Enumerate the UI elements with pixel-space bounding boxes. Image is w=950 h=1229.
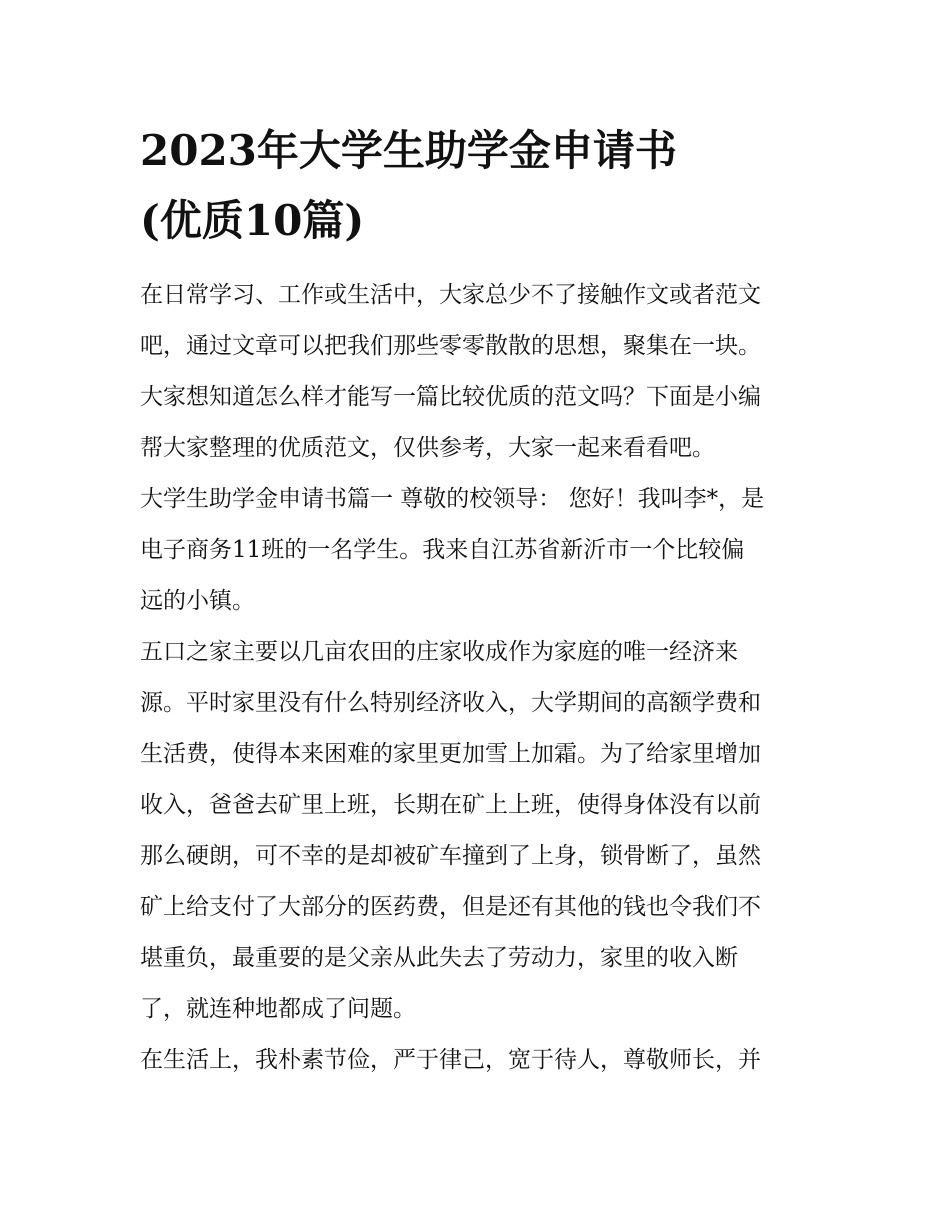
paragraph-line: 生活费，使得本来困难的家里更加雪上加霜。为了给家里增加 bbox=[140, 741, 761, 767]
document-body bbox=[140, 116, 820, 1086]
document-title bbox=[140, 116, 820, 256]
paragraph-line: 在生活上，我朴素节俭，严于律己，宽于待人，尊敬师长，并 bbox=[140, 1047, 761, 1073]
paragraph-line: 帮大家整理的优质范文，仅供参考，大家一起来看看吧。 bbox=[140, 435, 715, 461]
paragraph-line: 矿上给支付了大部分的医药费，但是还有其他的钱也令我们不 bbox=[140, 894, 761, 920]
paragraph-line: 远的小镇。 bbox=[140, 588, 255, 614]
paragraph-line: 五口之家主要以几亩农田的庄家收成作为家庭的唯一经济来 bbox=[140, 639, 738, 665]
paragraph-line: 了，就连种地都成了问题。 bbox=[140, 996, 416, 1022]
paragraph-line: 收入，爸爸去矿里上班，长期在矿上上班，使得身体没有以前 bbox=[140, 792, 761, 818]
paragraph-personal-life bbox=[140, 1035, 820, 1086]
paragraph-line: 电子商务11班的一名学生。我来自江苏省新沂市一个比较偏 bbox=[140, 537, 745, 563]
paragraph-line: 吧，通过文章可以把我们那些零零散散的思想，聚集在一块。 bbox=[140, 333, 761, 359]
paragraph-intro bbox=[140, 270, 820, 474]
paragraph-line: 堪重负，最重要的是父亲从此失去了劳动力，家里的收入断 bbox=[140, 945, 738, 971]
title-line-2: (优质10篇) bbox=[140, 196, 365, 245]
paragraph-line: 在日常学习、工作或生活中，大家总少不了接触作文或者范文 bbox=[140, 282, 761, 308]
title-line-1: 2023年大学生助学金申请书 bbox=[140, 126, 677, 175]
paragraph-line: 大家想知道怎么样才能写一篇比较优质的范文吗？下面是小编 bbox=[140, 384, 761, 410]
paragraph-line: 大学生助学金申请书篇一 尊敬的校领导： 您好！我叫李*，是 bbox=[140, 486, 765, 512]
paragraph-family-situation bbox=[140, 627, 820, 1035]
paragraph-letter-opening bbox=[140, 474, 820, 627]
paragraph-line: 那么硬朗，可不幸的是却被矿车撞到了上身，锁骨断了，虽然 bbox=[140, 843, 761, 869]
paragraph-line: 源。平时家里没有什么特别经济收入，大学期间的高额学费和 bbox=[140, 690, 761, 716]
